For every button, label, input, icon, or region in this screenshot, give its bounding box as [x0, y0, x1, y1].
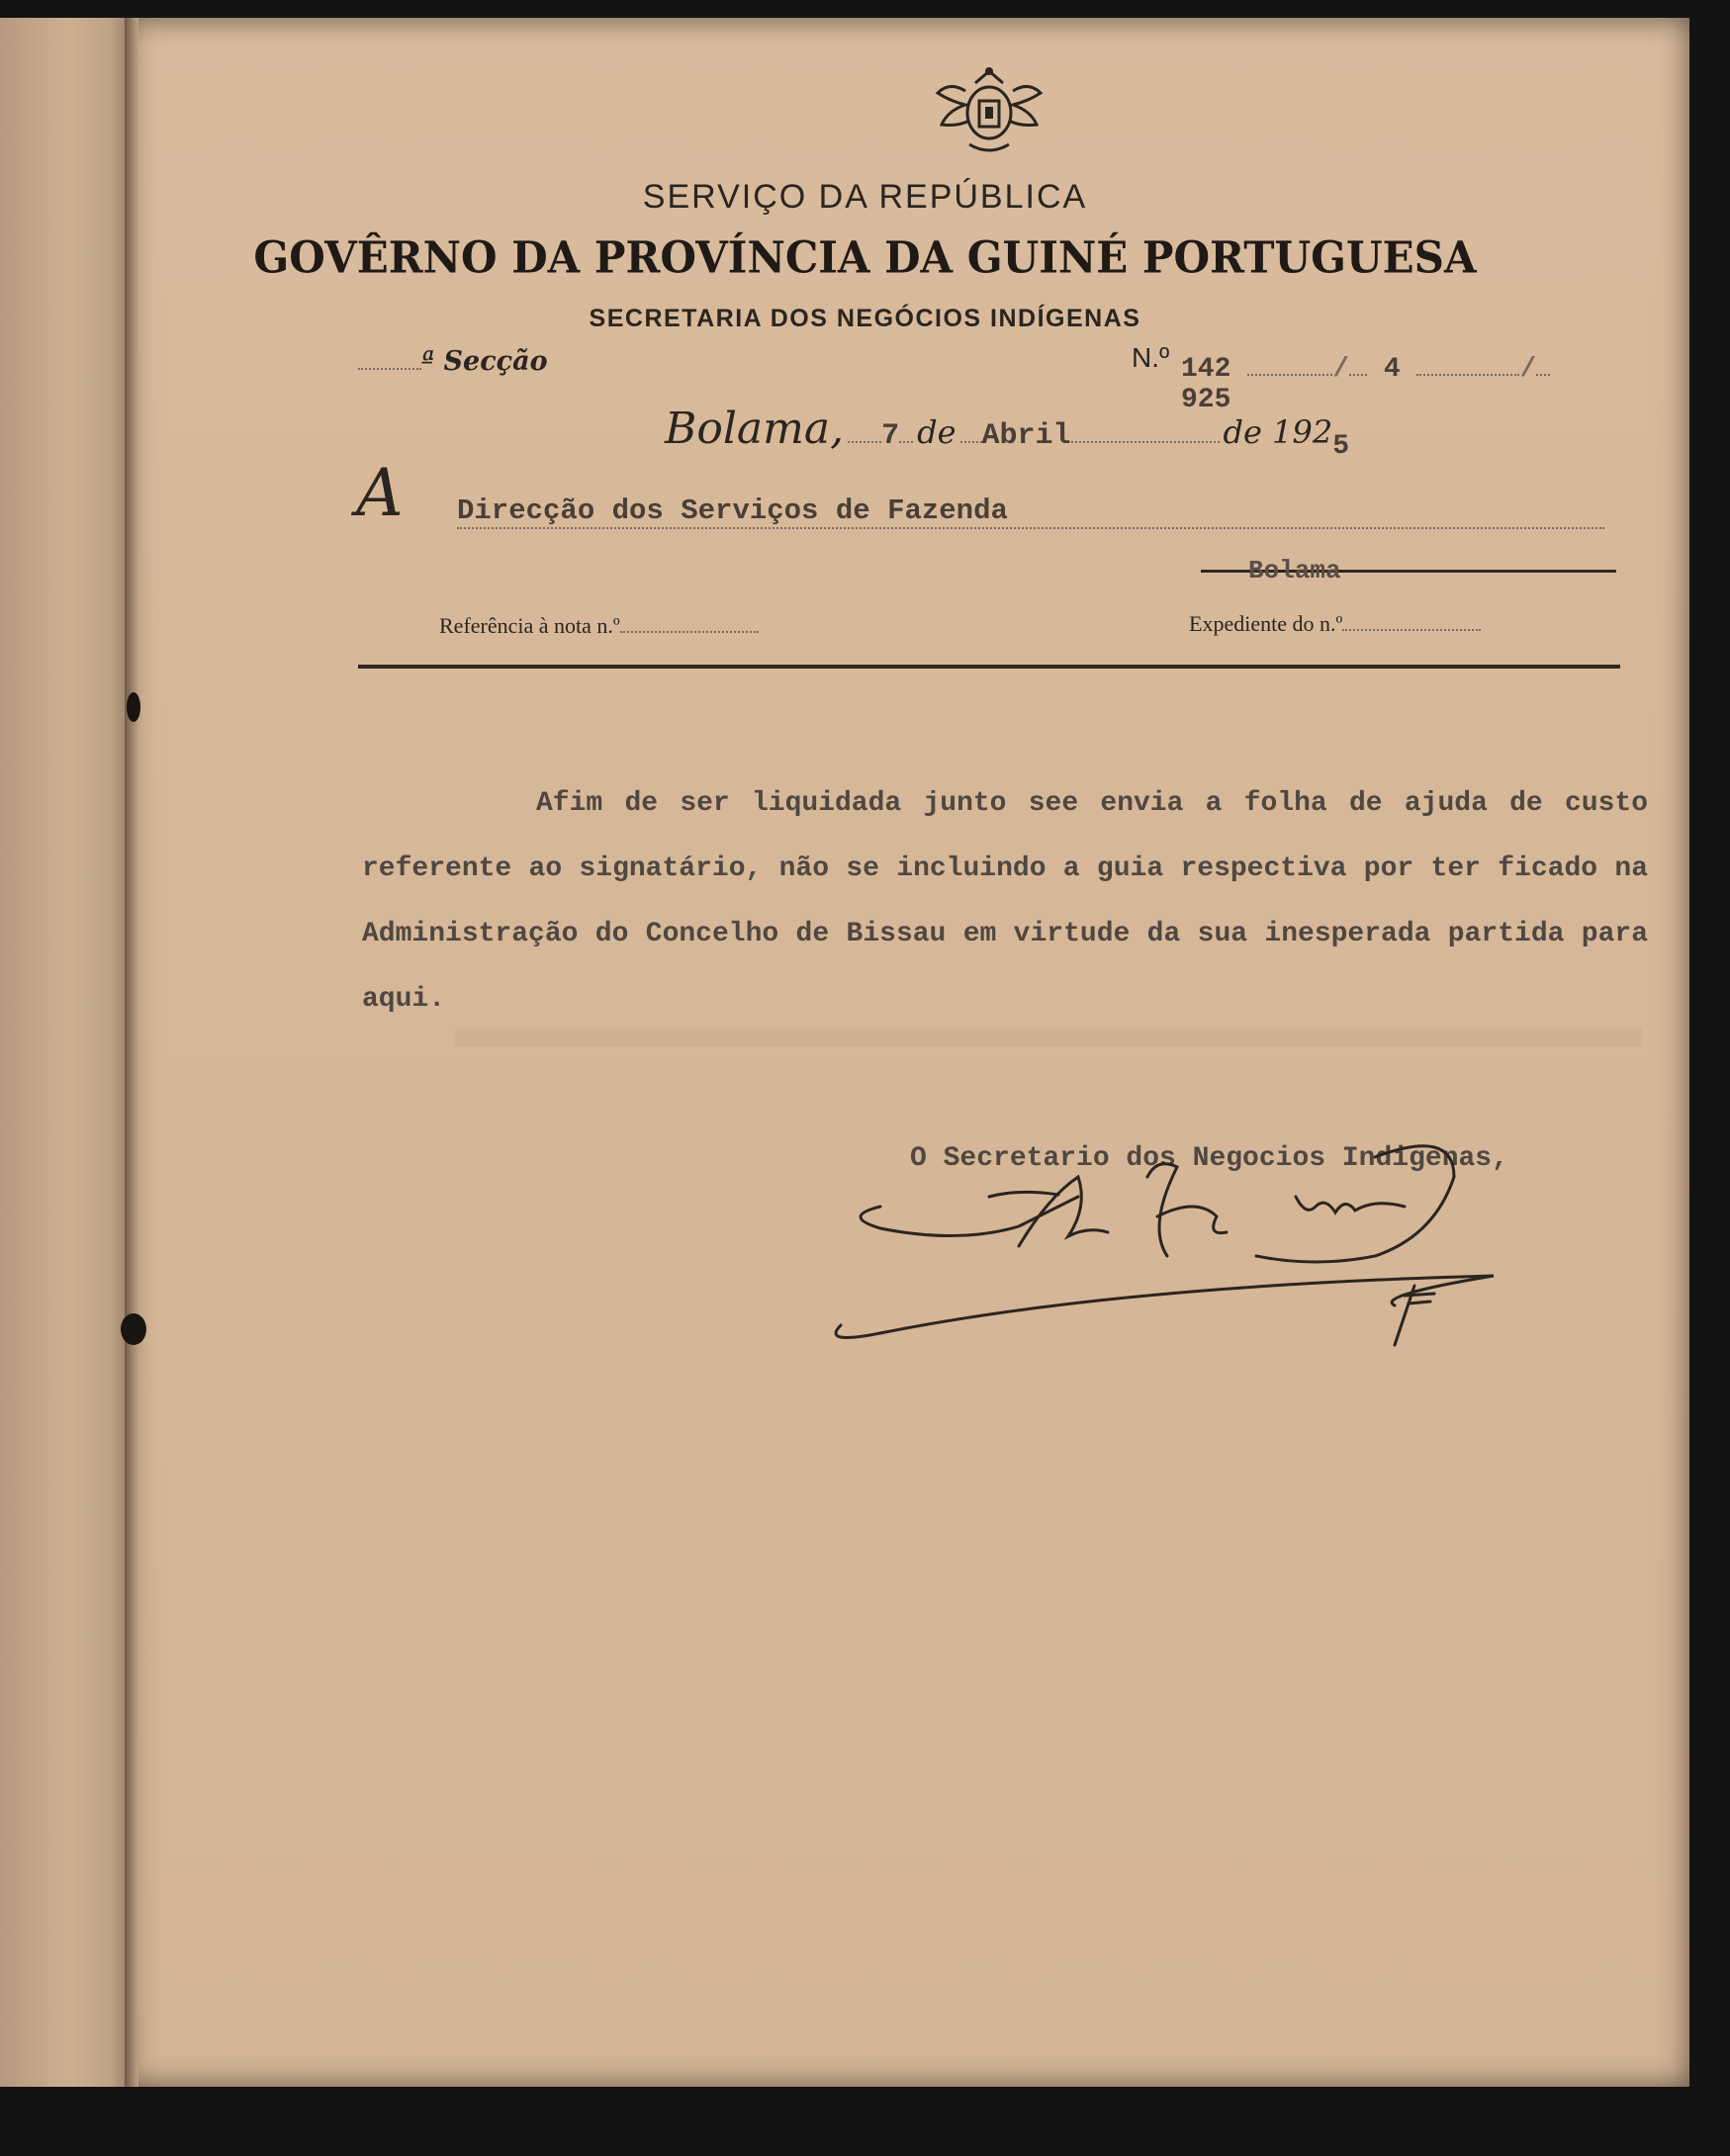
place-name: Bolama,: [665, 404, 845, 454]
coat-of-arms-icon: [930, 61, 1048, 160]
document-number: 142 / 4 / 925: [1181, 354, 1582, 415]
number-part: 4: [1383, 354, 1401, 385]
date-day: 7: [881, 419, 900, 453]
header-service: SERVIÇO DA REPÚBLICA: [642, 178, 1088, 216]
recipient-name: Direcção dos Serviços de Fazenda: [457, 494, 1008, 527]
punch-hole: [127, 692, 140, 722]
number-year: 925: [1181, 385, 1231, 415]
expediente-field: [1189, 611, 1481, 637]
date-de-2: de 192: [1223, 413, 1333, 451]
handwritten-signature: [821, 1137, 1513, 1355]
date-de-1: de: [917, 413, 956, 451]
section-label: ª Secção: [421, 346, 548, 377]
reference-label: Referência à nota n.º: [439, 613, 620, 638]
letter-body: Afim de ser liquidada junto see envia a folha de ajuda de custo referente ao signatário, não se incluindo a guia respectiva por ter ficado na Administração do Concelho de Bissau em virtude da sua inesperada partida para aqui.: [362, 788, 1648, 1015]
reference-field: [439, 613, 759, 639]
header-government: GOVÊRNO DA PROVÍNCIA DA GUINÉ PORTUGUESA: [253, 231, 1477, 284]
addressee-symbol: A: [356, 455, 404, 531]
date-month: Abril: [981, 419, 1071, 453]
closing-line: O Secretario dos Negocios Indigenas,: [910, 1143, 1508, 1174]
date-line: [665, 404, 1350, 462]
section-field: [358, 346, 548, 377]
number-label: N.º: [1132, 342, 1170, 373]
header-divider: [358, 665, 1620, 669]
header-secretariat: SECRETARIA DOS NEGÓCIOS INDÍGENAS: [589, 305, 1141, 332]
punch-hole: [121, 1313, 146, 1345]
date-year-digit: 5: [1332, 431, 1350, 462]
expediente-label: Expediente do n.º: [1189, 611, 1343, 636]
bleed-through: [455, 1009, 1642, 1046]
recipient-line: [457, 494, 1604, 529]
number-main: 142: [1181, 354, 1231, 385]
struck-city: Bolama: [1248, 556, 1341, 585]
